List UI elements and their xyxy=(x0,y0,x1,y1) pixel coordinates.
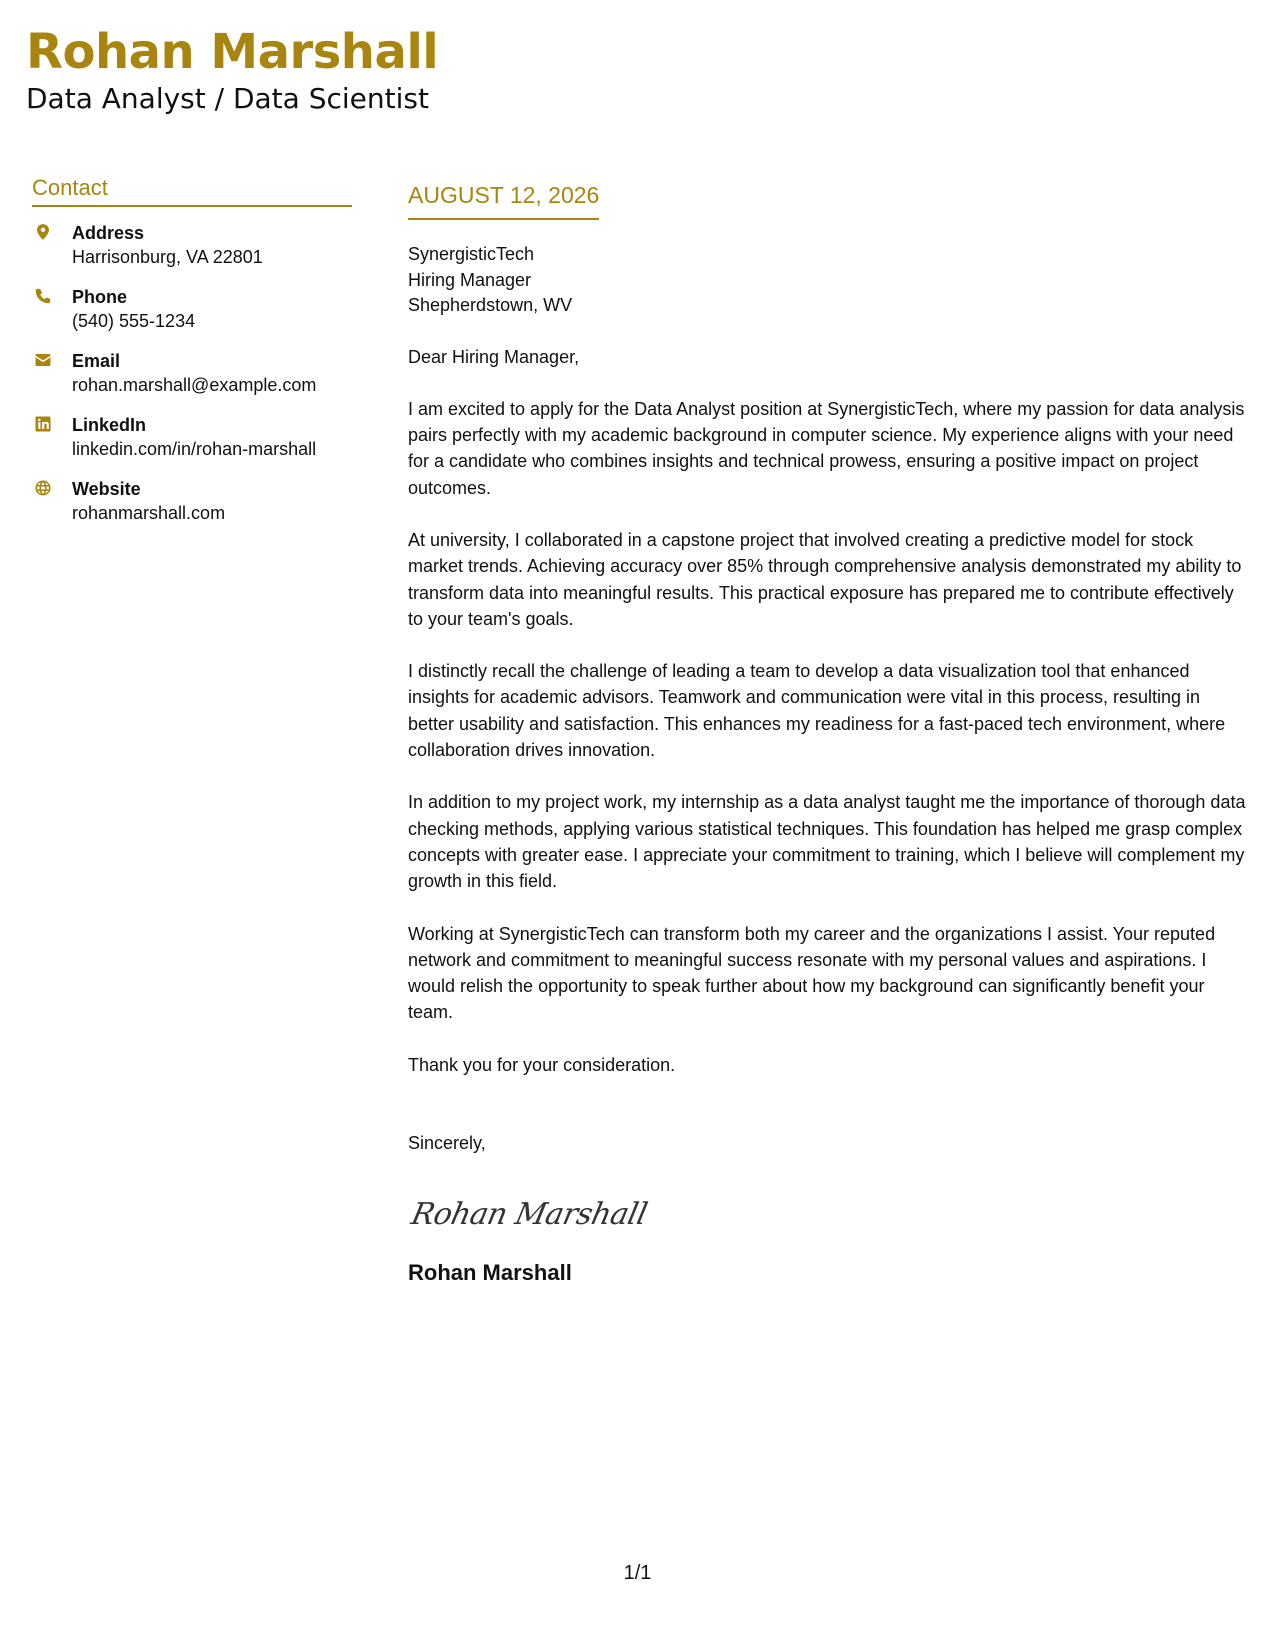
closing: Sincerely, xyxy=(408,1133,486,1154)
contact-value: (540) 555-1234 xyxy=(72,311,196,331)
contact-item-phone xyxy=(32,285,352,334)
recipient-title: Hiring Manager xyxy=(408,269,532,290)
signer-name: Rohan Marshall xyxy=(408,1260,572,1286)
contact-value: rohanmarshall.com xyxy=(72,503,226,523)
thanks-line: Thank you for your consideration. xyxy=(408,1054,676,1075)
location-pin-icon xyxy=(32,221,72,241)
phone-icon xyxy=(32,285,72,305)
letter-date: AUGUST 12, 2026 xyxy=(408,180,599,220)
contact-value: rohan.marshall@example.com xyxy=(72,375,317,395)
contact-item-email xyxy=(32,349,352,398)
cover-letter xyxy=(408,180,1248,1287)
recipient-block xyxy=(408,242,1248,319)
contact-item-website xyxy=(32,477,352,526)
contact-value: linkedin.com/in/rohan-marshall xyxy=(72,439,317,459)
linkedin-icon xyxy=(32,413,72,433)
letter-paragraph: I am excited to apply for the Data Analyst position at SynergisticTech, where my passion for data analysis pairs perfectly with my academic background in computer science. My experience aligns with your need for a candidate who combines insights and technical prowess, ensuring a positive impact on project outcomes. xyxy=(408,398,1245,498)
applicant-role: Data Analyst / Data Scientist xyxy=(26,82,429,115)
contact-heading: Contact xyxy=(32,175,352,207)
greeting: Dear Hiring Manager, xyxy=(408,346,580,367)
contact-item-address xyxy=(32,221,352,270)
header xyxy=(26,22,438,116)
contact-item-linkedin xyxy=(32,413,352,462)
globe-icon xyxy=(32,477,72,497)
contact-label: LinkedIn xyxy=(72,415,147,435)
letter-paragraph: Working at SynergisticTech can transform both my career and the organizations I assist. Your reputed network and commitment to meaningful success resonate with my personal values and aspirations. I would relish the opportunity to speak further about how my background can significantly benefit your team. xyxy=(408,923,1216,1023)
contact-sidebar xyxy=(32,175,352,541)
recipient-location: Shepherdstown, WV xyxy=(408,295,573,315)
envelope-icon xyxy=(32,349,72,369)
letter-paragraph: I distinctly recall the challenge of leading a team to develop a data visualization tool that enhanced insights for academic advisors. Teamwork and communication were vital in this process, resulting in better usability and satisfaction. This enhances my readiness for a fast-paced tech environment, where collaboration drives innovation. xyxy=(408,661,1226,761)
contact-label: Email xyxy=(72,351,121,371)
page-number: 1/1 xyxy=(623,1562,652,1584)
signature-text: Rohan Marshall xyxy=(408,1197,650,1233)
letter-paragraph: In addition to my project work, my internship as a data analyst taught me the importance of thorough data checking methods, applying various statistical techniques. This foundation has helped me grasp complex concepts with greater ease. I appreciate your commitment to training, which I believe will complement my growth in this field. xyxy=(408,792,1246,892)
applicant-name: Rohan Marshall xyxy=(26,24,439,80)
recipient-company: SynergisticTech xyxy=(408,244,535,264)
contact-label: Phone xyxy=(72,287,128,307)
contact-label: Website xyxy=(72,479,141,499)
handwritten-signature xyxy=(408,1186,1248,1242)
contact-label: Address xyxy=(72,223,145,243)
contact-value: Harrisonburg, VA 22801 xyxy=(72,247,263,267)
letter-paragraph: At university, I collaborated in a capstone project that involved creating a predictive model for stock market trends. Achieving accuracy over 85% through comprehensive analysis demonstrated my ability to transform data into meaningful results. This practical exposure has prepared me to contribute effectively to your team's goals. xyxy=(408,529,1242,629)
